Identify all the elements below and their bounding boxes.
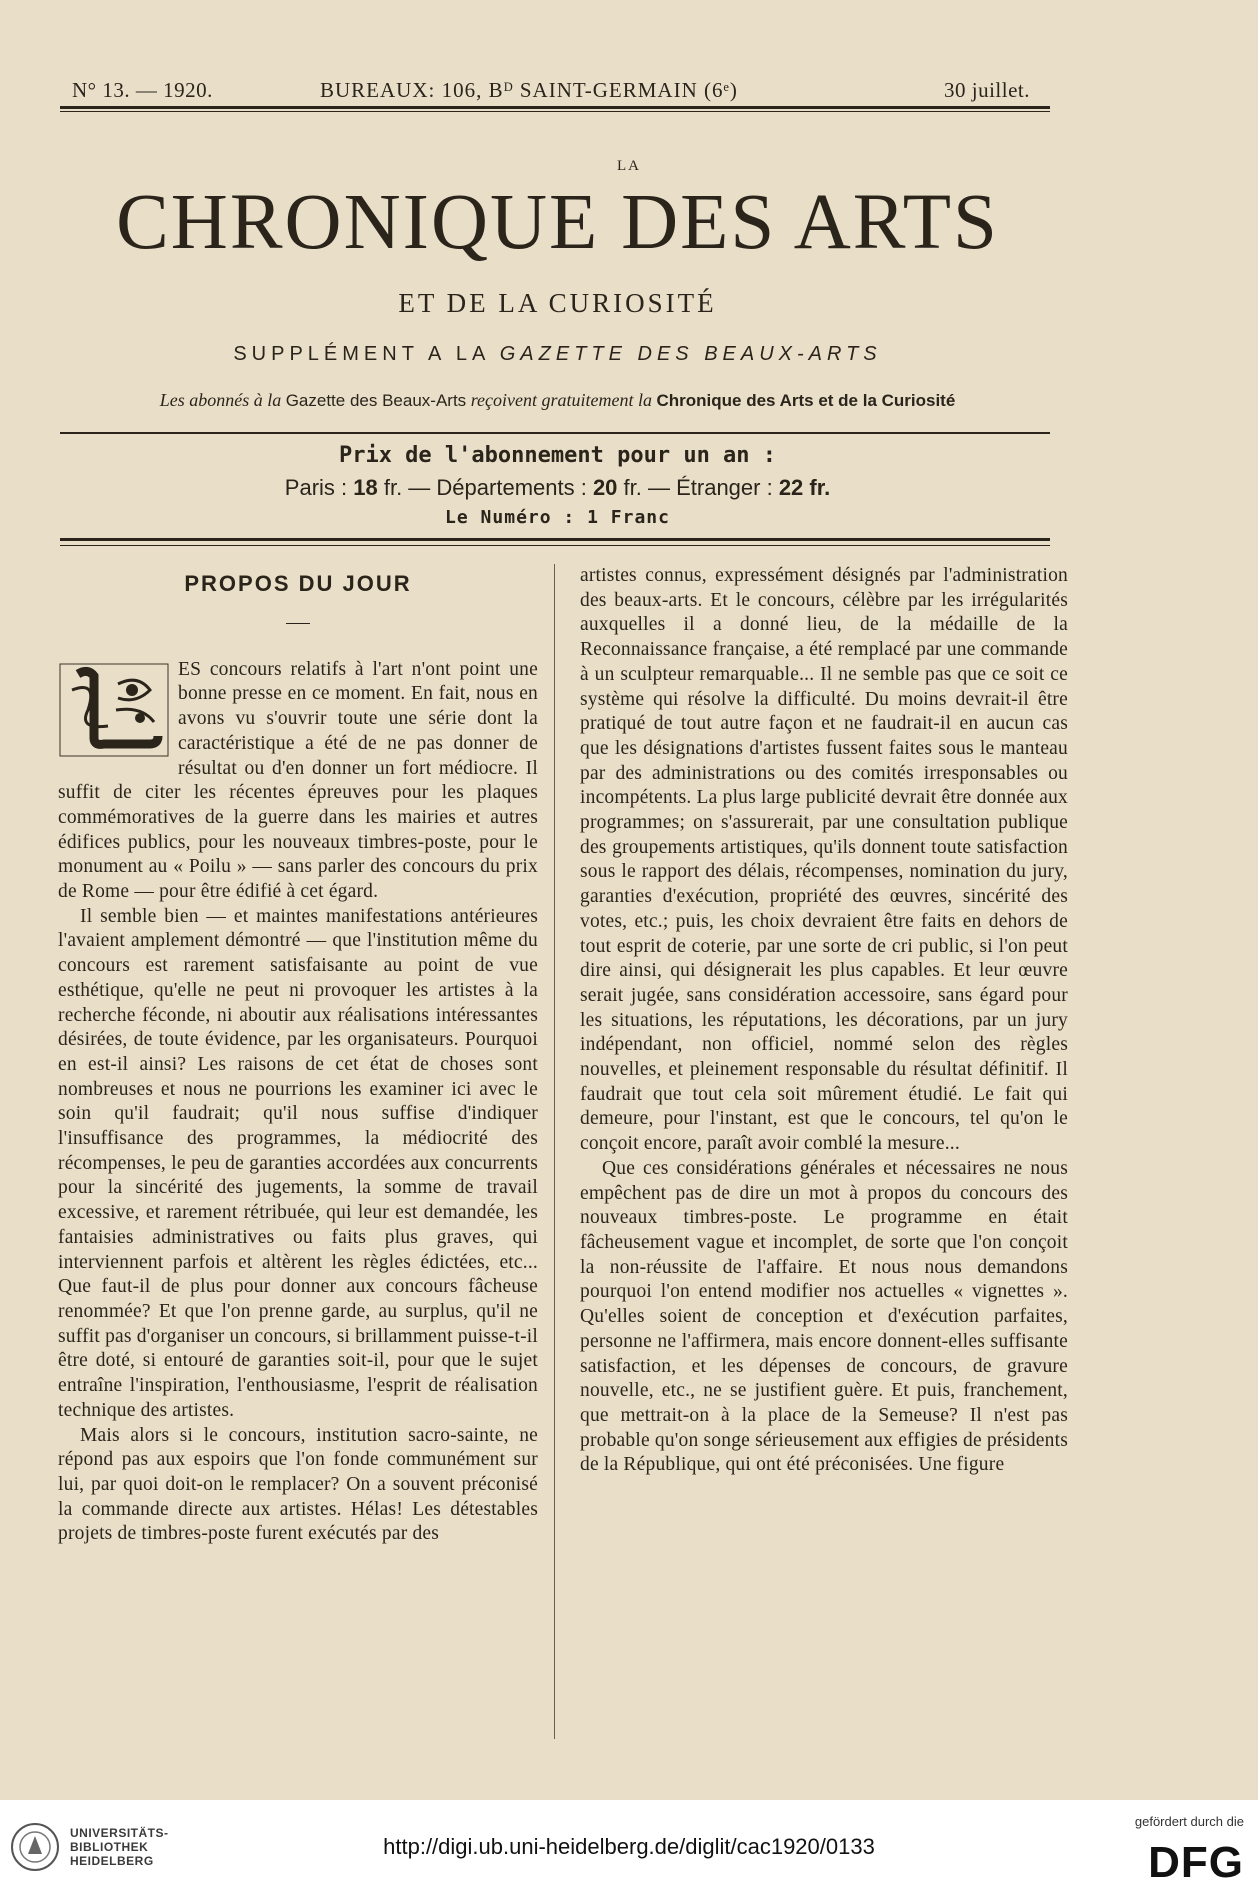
prix-rule [60, 538, 1050, 541]
paris-label: Paris : [284, 475, 354, 500]
numero-price: Le Numéro : 1 Franc [445, 507, 670, 528]
right-paragraph-1: artistes connus, expressément désignés par l'administration des beaux-arts. Et le concours, célèbre par les irrégularités auxquelles il a donné lieu, de la médaille de la Reconnaissance française, a été remplacé par une commande à un sculpteur remarquable... Il ne semble pas que ce soit ce système qui résolve la difficulté. Du moins devrait-il être pratiqué de tout autre façon et ne faudrait-il en aucun cas que les désignations d'artistes fussent faites sous le manteau par des administrations ou des comités irresponsables ou incompétents. La plus large publicité devrait être donnée aux programmes; on s'assurerait, par une consultation publique des groupements artistiques, qu'ils donnent toute satisfaction sous le rapport des délais, récompenses, nomination du jury, garanties d'exécution, propriété des œuvres, sincérité des votes, etc.; puis, les choix devraient être faits en dehors de tout esprit de coterie, par une sorte de cri public, si l'on peut dire ainsi, qui désignerait les plus capables. Et leur œuvre serait jugée, sans considération accessoire, sans égard pour les situations, les réputations, les décorations, par un jury indépendant, non officiel, nommé selon des règles nouvelles, et pleinement responsable du résultat définitif. Il faudrait que tout cela soit mûrement étudié. Le fait qui demeure, pour l'instant, est que le concours, tel qu'on le conçoit encore, paraît avoir comblé la mesure... [580, 565, 1068, 1155]
funding-note: gefördert durch die [1134, 1814, 1244, 1829]
left-paragraph-1: ES concours relatifs à l'art n'ont point une bonne presse en ce moment. En fait, nous en avons vu s'ouvrir toute une série dont la caractéristique a été de ne pas donner de résultat ou d'en donner un fort médiocre. Il suffit de citer les récentes épreuves pour les plaques commémoratives de la guerre dans les mairies et autres édifices publics, pour les nouveaux timbres-poste, pour le monument au « Poilu » — sans parler des concours du prix de Rome — pour être édifié à cet égard. [58, 658, 538, 903]
bureaux-address: BUREAUX: 106, Bᴰ SAINT-GERMAIN (6ᵉ) [320, 78, 738, 102]
library-line-2: BIBLIOTHEK [70, 1840, 149, 1854]
drop-cap-l-ornament [58, 660, 170, 760]
supplement-gazette: GAZETTE DES BEAUX-ARTS [499, 343, 882, 365]
column-divider [554, 564, 555, 1739]
subs-part-4: Chronique des Arts et de la Curiosité [656, 391, 956, 410]
column-left [58, 564, 538, 1547]
prix-line [0, 475, 1115, 501]
paris-value: 18 [353, 475, 378, 500]
heading-dash [286, 623, 310, 624]
prix-title: Prix de l'abonnement pour un an : [338, 443, 777, 468]
issue-number: N° 13. — 1920. [72, 78, 213, 102]
masthead-subtitle: ET DE LA CURIOSITÉ [398, 288, 717, 318]
header-rule-thin [60, 111, 1050, 112]
header-rule [60, 106, 1050, 109]
masthead-article: LA [617, 158, 641, 174]
supplement-prefix: SUPPLÉMENT A LA [233, 343, 500, 365]
footer-bar [0, 1800, 1258, 1895]
subs-part-2: Gazette des Beaux-Arts [285, 391, 467, 410]
masthead-title: CHRONIQUE DES ARTS [116, 179, 999, 266]
prix-rule-thin [60, 545, 1050, 546]
issue-date: 30 juillet. [944, 78, 1030, 102]
subs-part-3: reçoivent gratuitement la [466, 390, 657, 410]
subs-part-1: Les abonnés à la [159, 390, 286, 410]
source-url-link[interactable]: http://digi.ub.uni-heidelberg.de/diglit/cac1920/0133 [383, 1834, 875, 1859]
left-paragraph-2: Il semble bien — et maintes manifestations antérieures l'avaient amplement démontré — que l'institution même du concours est rarement satisfaisante au point de vue esthétique, qu'elle ne peut ni provoquer les artistes à la recherche féconde, ni aboutir aux réalisations intéressantes désirées, de toute évidence, par les organisateurs. Pourquoi en est-il ainsi? Les raisons de cet état de choses sont nombreuses et nous ne pourrions les examiner ici avec le soin qu'il faudrait; qu'il nous suffise d'indiquer l'insuffisance des programmes, la médiocrité des récompenses, le peu de garanties accordées aux concurrents pour la sincérité des jugements, la somme de travail excessive, et rarement rétribuée, qui leur est demandée, les fantaisies administratives ou faits plus graves, qui interviennent parfois et altèrent les règles édictées, etc... Que faut-il de plus pour donner aux concours fâcheuse renommée? Et que l'on prenne garde, au surplus, qu'il ne suffit pas d'organiser un concours, si brillamment puisse-t-il être doté, si entouré de garanties soit-il, pour que le sujet entraîne l'inspiration, l'enthousiasme, l'esprit de réalisation technique des artistes. [58, 905, 538, 1421]
etr-value: 22 fr. [778, 475, 831, 500]
dept-label: fr. — Départements : [377, 475, 593, 500]
etr-label: fr. — Étranger : [617, 475, 779, 500]
subscriber-note [0, 390, 1115, 411]
library-line-3: HEIDELBERG [70, 1854, 154, 1868]
left-paragraph-3: Mais alors si le concours, institution sacro-sainte, ne répond pas aux espoirs que l'on fonde communément sur lui, par quoi doit-on le remplacer? On a souvent préconisé la commande directe aux artistes. Hélas! Les détestables projets de timbres-poste furent exécutés par des [58, 1424, 538, 1545]
masthead-rule [60, 432, 1050, 434]
paragraph [58, 658, 538, 905]
article-heading: PROPOS DU JOUR [184, 571, 412, 596]
dfg-logo: DFG [1148, 1838, 1244, 1887]
column-right [580, 564, 1068, 1478]
masthead-supplement [0, 343, 1115, 366]
right-paragraph-2: Que ces considérations générales et nécessaires ne nous empêchent pas de dire un mot à propos du concours des nouveaux timbres-poste. Le programme en était fâcheusement vague et incomplet, de sorte que l'on conçoit la non-réussite de l'affaire. Et nous nous demandons pourquoi l'on entend modifier nos actuelles « vignettes ». Qu'elles soient de conception et d'exécution parfaites, personne ne l'affirmera, mais encore donnent-elles suffisante satisfaction, et les dépenses de concours, de gravure nouvelle, etc., ne se justifient guère. Et puis, franchement, que mettrait-on à la place de la Semeuse? Il n'est pas probable qu'on songe sérieusement aux effigies de présidents de la République, qui ont été préconisées. Une figure [580, 1157, 1068, 1476]
header-line [60, 78, 1050, 108]
dept-value: 20 [592, 475, 618, 500]
library-line-1: UNIVERSITÄTS- [70, 1826, 169, 1840]
